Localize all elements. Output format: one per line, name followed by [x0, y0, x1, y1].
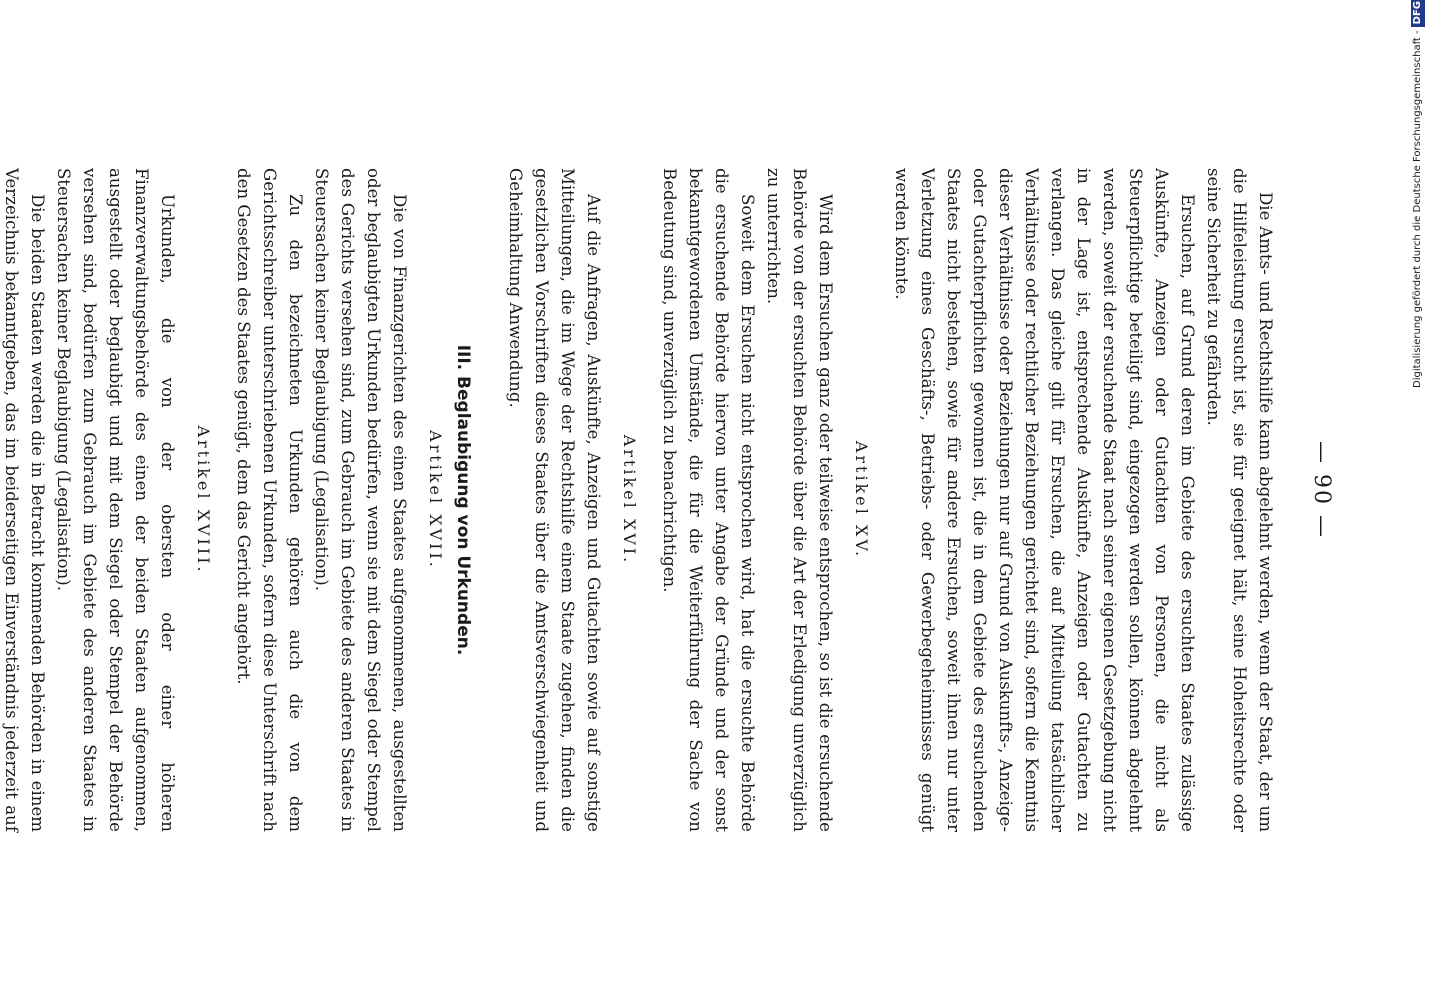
paragraph: Ersuchen, auf Grund deren im Gebiete des ersuchten Staates zulässige Auskünfte, Anzeigen oder Gutachten von Personen, die nicht als Steuerpflichtige beteiligt sind, eingezogen werden sollen, können abgelehnt werden, soweit der ersuchende Staat nach seiner eigenen Gesetzgebung nicht in der Lage ist, entsprechende Auskünfte, Anzeigen oder Gutachten zu verlangen. Das gleiche gilt für Ersuchen, die auf Mitteilung tatsächlicher Verhältnisse oder rechtlicher Beziehungen gerichtet sind, sofern die Kenntnis dieser Verhältnisse oder Beziehungen nur auf Grund von Auskunfts-, Anzeige- oder Gutachterpflichten gewonnen ist, die in dem Gebiete des ersuchenden Staates nicht bestehen, sowie für andere Ersuchen, soweit ihnen nur unter Verletzung eines Geschäfts-, Betriebs- oder Gewerbegeheimnisses genügt werden könnte. — [892, 168, 1197, 832]
paragraph: Urkunden, die von der obersten oder einer höheren Finanzverwaltungsbehörde des einen der beiden Staaten aufgenommen, ausgestellt oder beglaubigt und mit dem Siegel oder Stempel der Behörde versehen sind, bedürfen zum Gebrauch im Gebiete des anderen Staates in Steuersachen keiner Beglaubigung (Legalisation). — [54, 168, 177, 832]
paragraph: Zu den bezeichneten Urkunden gehören auch die von dem Gerichtsschreiber unterschriebenen Urkunden, sofern diese Unterschrift nach den Gesetzen des Staates genügt, dem das Gericht angehört. — [234, 168, 305, 832]
article-heading: Artikel XVIII. — [194, 425, 213, 575]
article-heading: Artikel XVII. — [426, 430, 445, 570]
paragraph: Soweit dem Ersuchen nicht entsprochen wird, hat die ersuchte Behörde die ersuchende Behörde hiervon unter Angabe der Gründe und der sonst bekanntgewordenen Umstände, die für die Weiterführung der Sache von Bedeutung sind, unverzüglich zu benachrichtigen. — [660, 168, 757, 832]
article-heading: Artikel XVI. — [620, 434, 639, 566]
rotated-document-page — [2, 10, 1370, 970]
paragraph: Die von Finanzgerichten des einen Staates aufgenommenen, ausgestellten oder beglaubigten Urkunden bedürfen, wenn sie mit dem Siegel oder Stempel des Gerichts versehen sind, zum Gebrauch im Gebiete des anderen Staates in Steuersachen keiner Beglaubigung (Legalisation). — [312, 168, 409, 832]
paragraph: Die beiden Staaten werden die in Betracht kommenden Behörden in einem Verzeichnis bekanntgeben, das im beiderseitigen Einverständnis jederzeit auf — [2, 168, 47, 832]
dfg-logo: DFG — [1411, 0, 1425, 27]
section-heading: III. Beglaubigung von Urkunden. — [453, 344, 473, 656]
paragraph: Wird dem Ersuchen ganz oder teilweise entsprochen, so ist die ersuchende Behörde von der ersuchten Behörde über die Art der Erledigung unverzüglich zu unterrichten. — [764, 168, 835, 832]
credit-text: Digitalisierung gefördert durch die Deutsche Forschungsgemeinschaft - — [1412, 30, 1423, 388]
paragraph: Auf die Anfragen, Auskünfte, Anzeigen und Gutachten sowie auf sonstige Mitteilungen, die im Wege der Rechtshilfe einem Staate zugehen, finden die gesetzlichen Vorschriften dieses Staates über die Amtsverschwiegenheit und Geheimhaltung Anwendung. — [506, 168, 603, 832]
digitization-credit — [1406, 1, 1430, 388]
page-number: — 90 — — [1309, 441, 1334, 539]
text-column — [0, 168, 1278, 832]
article-heading: Artikel XV. — [852, 440, 871, 560]
paragraph: Die Amts- und Rechtshilfe kann abgelehnt werden, wenn der Staat, der um die Hilfeleistung ersucht ist, sie für geeignet hält, seine Hoheitsrechte oder seine Sicherheit zu gefährden. — [1204, 168, 1275, 832]
